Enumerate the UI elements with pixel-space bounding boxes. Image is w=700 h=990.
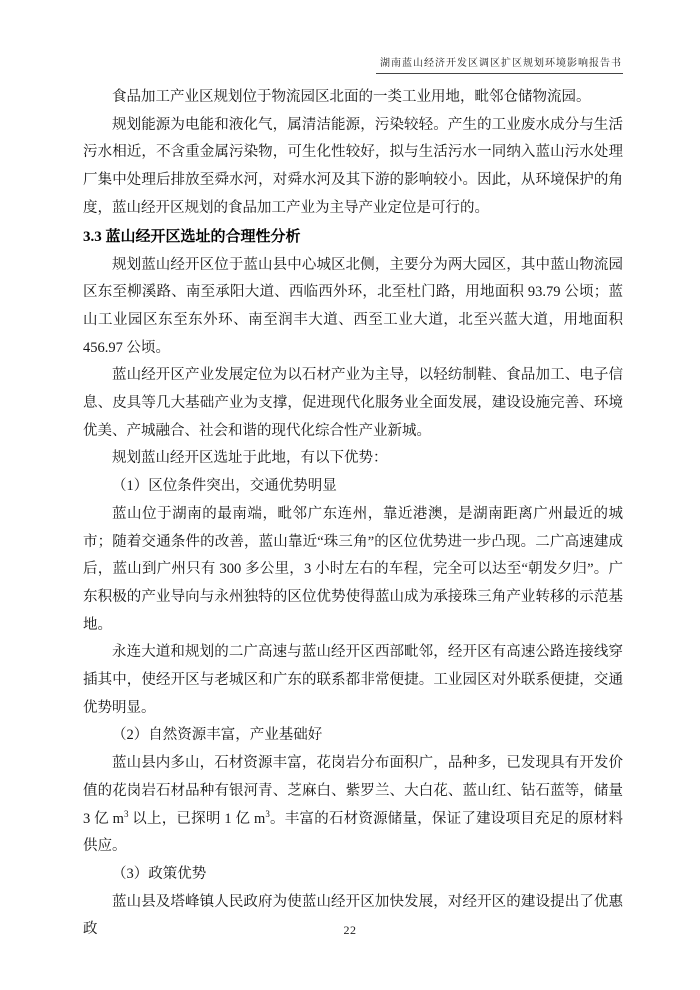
list-item-2-title: （2）自然资源丰富，产业基础好	[112, 727, 323, 744]
list-item-1-title: （1）区位条件突出，交通优势明显	[112, 478, 337, 495]
page-footer	[0, 921, 700, 939]
section-heading-3-3: 3.3 蓝山经开区选址的合理性分析	[83, 228, 301, 245]
page-number: 22	[343, 923, 357, 937]
document-body	[83, 84, 623, 944]
paragraph-advantages-intro: 规划蓝山经开区选址于此地，有以下优势：	[112, 450, 388, 467]
list-item-3-title: （3）政策优势	[112, 865, 207, 882]
page-header	[376, 53, 623, 74]
paragraph-advantage1-location: 蓝山位于湖南的最南端，毗邻广东连州，靠近港澳，是湖南距离广州最近的城市；随着交通条件的改善，蓝山靠近“珠三角”的区位优势进一步凸现。二广高速建成后，蓝山到广州只有 300 多公里，3 小时左右的车程，完全可以达至“朝发夕归”。广东积极的产业导向与永州独特的区位优势使得蓝山成为承接珠三角产业转移的示范基地。	[83, 505, 623, 633]
text-segment: 。丰富的石材资源储量，保证了建设项目充足的原材料供应。	[83, 810, 624, 855]
paragraph-industry-positioning: 蓝山经开区产业发展定位为以石材产业为主导，以轻纺制鞋、食品加工、电子信息、皮具等几大基础产业为支撑，促进现代化服务业全面发展，建设设施完善、环境优美、产城融合、社会和谐的现代化综合性产业新城。	[83, 367, 623, 439]
text-segment: 以上，已探明 1 亿 m	[128, 810, 266, 827]
paragraph-advantage3-policy: 蓝山县及塔峰镇人民政府为使蓝山经开区加快发展，对经开区的建设提出了优惠政	[83, 893, 623, 938]
paragraph-site-location: 规划蓝山经开区位于蓝山县中心城区北侧，主要分为两大园区，其中蓝山物流园区东至柳溪路、南至承阳大道、西临西外环，北至杜门路，用地面积 93.79 公顷；蓝山工业园区东至东外环、南至润丰大道、西至工业大道，北至兴蓝大道，用地面积 456.97 公顷。	[83, 256, 623, 356]
text-segment: 蓝山县内多山，石材资源丰富，花岗岩分布面积广，品种多，已发现具有开发价值的花岗岩石材品种有银河青、芝麻白、紫罗兰、大白花、蓝山红、钻石蓝等，储量 3 亿 m	[83, 755, 623, 827]
superscript-cubed: 3	[265, 808, 270, 819]
paragraph-food-processing: 食品加工产业区规划位于物流园区北面的一类工业用地，毗邻仓储物流园。	[112, 89, 591, 105]
paragraph-energy-wastewater: 规划能源为电能和液化气，属清洁能源，污染较轻。产生的工业废水成分与生活污水相近，不含重金属污染物，可生化性较好，拟与生活污水一同纳入蓝山污水处理厂集中处理后排放至舜水河，对舜水河及其下游的影响较小。因此，从环境保护的角度，蓝山经开区规划的食品加工产业为主导产业定位是可行的。	[83, 116, 623, 216]
paragraph-advantage2-resources	[83, 750, 623, 861]
paragraph-advantage1-roads: 永连大道和规划的二广高速与蓝山经开区西部毗邻，经开区有高速公路连接线穿插其中，使经开区与老城区和广东的联系都非常便捷。工业园区对外联系便捷，交通优势明显。	[83, 644, 623, 716]
superscript-cubed: 3	[123, 808, 129, 819]
running-header-title: 湖南蓝山经济开发区调区扩区规划环境影响报告书	[376, 54, 623, 74]
